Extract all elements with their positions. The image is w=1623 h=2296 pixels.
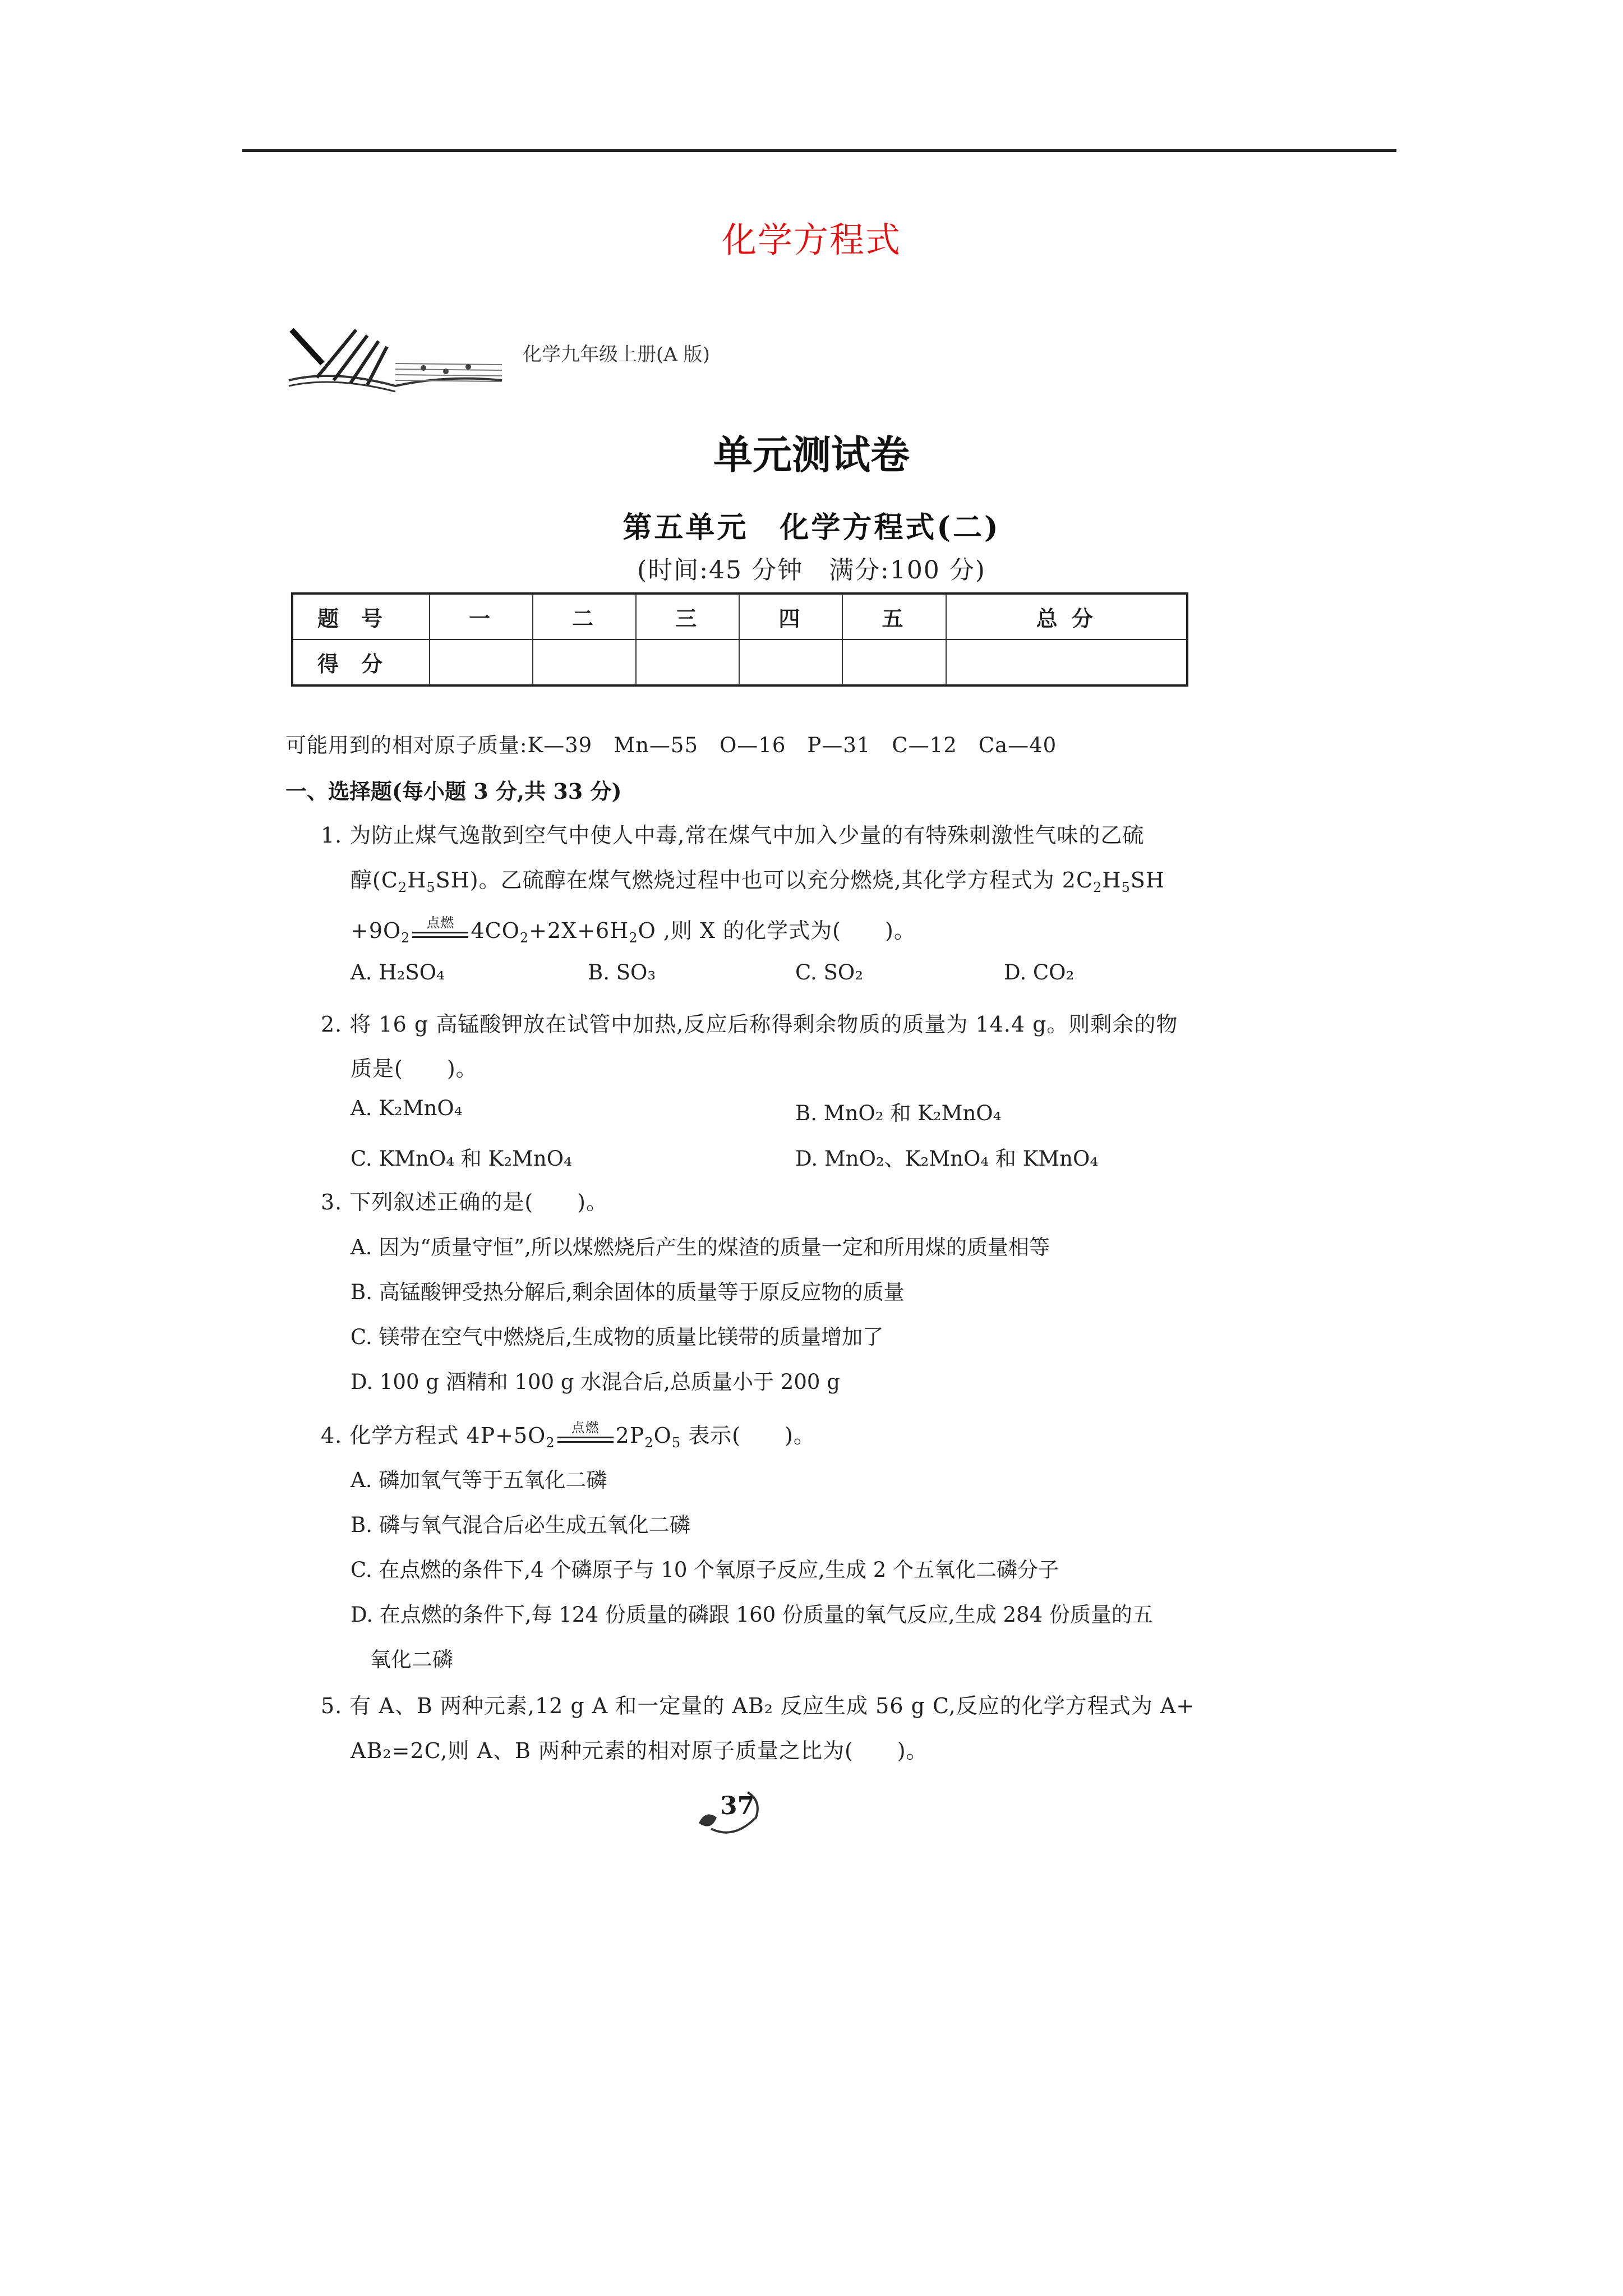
question-4-line-1: 4. 化学方程式 $4P+5O_2$ 点燃 $2P_2O_5$ 表示( )。 <box>321 1419 815 1451</box>
option-b: B. MnO₂ 和 K₂MnO₄ <box>795 1101 1002 1125</box>
table-col-header: 三 <box>636 593 739 639</box>
score-cell <box>842 639 946 685</box>
table-col-header: 四 <box>739 593 842 639</box>
unit-title: 第五单元 化学方程式(二) <box>623 510 1000 545</box>
option-b: B. SO₃ <box>588 960 656 984</box>
option-b: B. 高锰酸钾受热分解后,剩余固体的质量等于原反应物的质量 <box>351 1280 905 1304</box>
question-2-line-1: 2. 将 16 g 高锰酸钾放在试管中加热,反应后称得剩余物质的质量为 14.4 g。则剩余的物 <box>321 1012 1178 1037</box>
question-1-line-2: 醇$(C_2H_5SH)$。乙硫醇在煤气燃烧过程中也可以充分燃烧,其化学方程式为 $2C_2H_5SH$ <box>351 868 1165 895</box>
score-table <box>291 592 1188 687</box>
question-5-line-2: AB₂=2C,则 A、B 两种元素的相对原子质量之比为( )。 <box>351 1738 928 1763</box>
table-row <box>292 593 1187 639</box>
score-cell <box>739 639 842 685</box>
option-d: D. CO₂ <box>1004 960 1075 984</box>
option-c: C. KMnO₄ 和 K₂MnO₄ <box>351 1147 572 1171</box>
option-d: D. MnO₂、K₂MnO₄ 和 KMnO₄ <box>795 1147 1099 1171</box>
option-a: A. K₂MnO₄ <box>351 1096 463 1120</box>
table-col-header: 二 <box>533 593 636 639</box>
option-a: A. 因为“质量守恒”,所以煤燃烧后产生的煤渣的质量一定和所用煤的质量相等 <box>351 1235 1050 1259</box>
score-cell <box>946 639 1187 685</box>
option-d: D. 100 g 酒精和 100 g 水混合后,总质量小于 200 g <box>351 1370 840 1394</box>
time-limit: (时间:45 分钟 满分:100 分) <box>637 556 986 585</box>
table-row <box>292 639 1187 685</box>
section-heading: 一、选择题(每小题 3 分,共 33 分) <box>285 779 622 804</box>
question-5-line-1: 5. 有 A、B 两种元素,12 g A 和一定量的 AB₂ 反应生成 56 g C,反应的化学方程式为 A+ <box>321 1694 1195 1718</box>
exam-title: 单元测试卷 <box>713 432 910 478</box>
option-b: B. 磷与氧气混合后必生成五氧化二磷 <box>351 1513 690 1537</box>
option-d: D. 在点燃的条件下,每 124 份质量的磷跟 160 份质量的氧气反应,生成 284 份质量的五 <box>351 1603 1153 1627</box>
page-number-badge <box>694 1784 767 1838</box>
table-col-header: 总 分 <box>946 593 1187 639</box>
question-1-line-1: 1. 为防止煤气逸散到空气中使人中毒,常在煤气中加入少量的有特殊刺激性气味的乙硫 <box>321 823 1145 848</box>
table-col-header: 一 <box>430 593 533 639</box>
question-1-line-3: $+9O_2$ 点燃 $4CO_2+2X+6H_2O$ ,则 X 的化学式为( )。 <box>351 914 916 946</box>
page-title: 化学方程式 <box>721 219 901 260</box>
equals-sign-icon: 点燃 <box>410 922 471 944</box>
score-cell <box>430 639 533 685</box>
option-a: A. H₂SO₄ <box>351 960 445 984</box>
table-row-head: 得分 <box>292 639 430 685</box>
question-2-line-2: 质是( )。 <box>351 1056 478 1081</box>
header-rule <box>242 149 1396 152</box>
atomic-mass-note: 可能用到的相对原子质量:K—39 Mn—55 O—16 P—31 C—12 Ca—40 <box>285 733 1057 757</box>
option-c: C. SO₂ <box>795 960 864 984</box>
equals-sign-icon: 点燃 <box>555 1427 616 1449</box>
option-c: C. 镁带在空气中燃烧后,生成物的质量比镁带的质量增加了 <box>351 1325 884 1349</box>
question-3-line-1: 3. 下列叙述正确的是( )。 <box>321 1190 608 1214</box>
score-cell <box>636 639 739 685</box>
table-row-head: 题号 <box>292 593 430 639</box>
option-c: C. 在点燃的条件下,4 个磷原子与 10 个氧原子反应,生成 2 个五氧化二磷分子 <box>351 1558 1059 1582</box>
table-col-header: 五 <box>842 593 946 639</box>
page-number: 37 <box>720 1792 755 1820</box>
option-a: A. 磷加氧气等于五氧化二磷 <box>351 1468 607 1492</box>
book-label: 化学九年级上册(A 版) <box>523 343 710 366</box>
book-pen-logo-icon <box>283 324 508 397</box>
score-cell <box>533 639 636 685</box>
option-d-continued: 氧化二磷 <box>370 1648 453 1672</box>
